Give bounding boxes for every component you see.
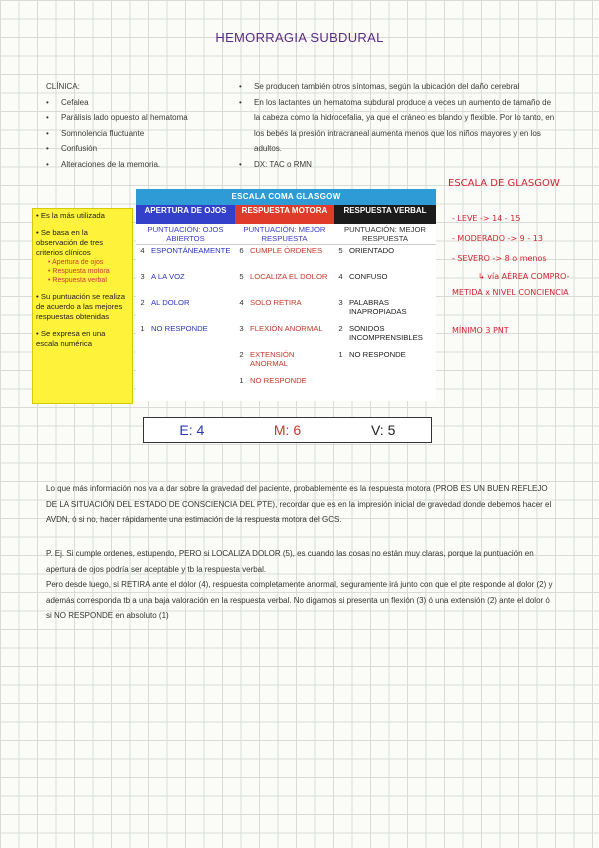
gcs-info-box bbox=[32, 208, 133, 404]
motor-score: 2 bbox=[235, 349, 248, 375]
verbal-score bbox=[334, 375, 347, 401]
motor-score: 4 bbox=[235, 297, 248, 323]
verbal-response: PALABRAS INAPROPIADAS bbox=[347, 297, 436, 323]
table-row bbox=[136, 323, 436, 349]
handwritten-line: ↳ vía AÉREA COMPRO- bbox=[478, 272, 570, 281]
score-eyes: E: 4 bbox=[179, 422, 205, 438]
verbal-response: ORIENTADO bbox=[347, 245, 436, 272]
glasgow-table bbox=[136, 189, 436, 401]
score-motor: M: 6 bbox=[273, 422, 302, 438]
handwritten-line: - LEVE -> 14 - 15 bbox=[452, 214, 521, 223]
punt-eyes: PUNTUACIÓN: OJOS ABIERTOS bbox=[136, 224, 235, 245]
punt-verbal: PUNTUACIÓN: MEJOR RESPUESTA bbox=[334, 224, 436, 245]
verbal-response: CONFUSO bbox=[347, 271, 436, 297]
verbal-score: 4 bbox=[334, 271, 347, 297]
table-row bbox=[136, 297, 436, 323]
info-text: • Su puntuación se realiza de acuerdo a las mejores respuestas obtenidas bbox=[36, 292, 126, 321]
eyes-score: 1 bbox=[136, 323, 149, 349]
header-motor: RESPUESTA MOTORA bbox=[235, 205, 334, 224]
info-text: • Se expresa en una escala numérica bbox=[36, 329, 106, 348]
clinica-section bbox=[46, 79, 226, 172]
motor-score: 5 bbox=[235, 271, 248, 297]
info-text: • Es la más utilizada bbox=[36, 211, 105, 220]
eyes-response bbox=[149, 349, 235, 375]
motor-response: LOCALIZA EL DOLOR bbox=[248, 271, 334, 297]
notes-section bbox=[254, 79, 556, 172]
score-verbal: V: 5 bbox=[370, 422, 396, 438]
motor-score: 3 bbox=[235, 323, 248, 349]
motor-response: NO RESPONDE bbox=[248, 375, 334, 401]
table-row bbox=[136, 271, 436, 297]
eyes-score: 3 bbox=[136, 271, 149, 297]
info-text: • Se basa en la observación de tres criterios clínicos bbox=[36, 228, 104, 257]
punt-motor: PUNTUACIÓN: MEJOR RESPUESTA bbox=[235, 224, 334, 245]
verbal-score: 2 bbox=[334, 323, 347, 349]
page-title: HEMORRAGIA SUBDURAL bbox=[215, 30, 384, 45]
note-item: • DX: TAC o RMN bbox=[254, 157, 556, 173]
clinica-item: • Somnolencia fluctuante bbox=[61, 126, 226, 142]
eyes-response: NO RESPONDE bbox=[149, 323, 235, 349]
verbal-score: 3 bbox=[334, 297, 347, 323]
motor-response: FLEXIÓN ANORMAL bbox=[248, 323, 334, 349]
eyes-response: ESPONTÁNEAMENTE bbox=[149, 245, 235, 272]
verbal-response: NO RESPONDE bbox=[347, 349, 436, 375]
verbal-score: 1 bbox=[334, 349, 347, 375]
verbal-score: 5 bbox=[334, 245, 347, 272]
note-item: • Se producen también otros síntomas, según la ubicación del daño cerebral bbox=[254, 79, 556, 95]
verbal-response: SONIDOS INCOMPRENSIBLES bbox=[347, 323, 436, 349]
eyes-score bbox=[136, 375, 149, 401]
note-item: • En los lactantes un hematoma subdural produce a veces un aumento de tamaño de la cabeza como la hidrocefalia, ya que el cráneo es blando y flexible. Por lo tanto, en los bebés la presión intracraneal aumenta menos que los niños mayores y en los adultos. bbox=[254, 95, 556, 157]
table-row bbox=[136, 245, 436, 272]
motor-score: 6 bbox=[235, 245, 248, 272]
paragraph: Pero desde luego, si RETIRA ante el dolor (4), respuesta completamente anormal, seguramente irá junto con que el pte responde al dolor (2) y además corresponda tb a una baja valoración en la respuesta verbal. No digamos si presenta un flexión (3) ó una extensión (2) ante el dolor ó si NO RESPONDE en absoluto (1) bbox=[46, 580, 553, 620]
eyes-response: AL DOLOR bbox=[149, 297, 235, 323]
glasgow-table-title: ESCALA COMA GLASGOW bbox=[136, 189, 436, 205]
motor-response: EXTENSIÓN ANORMAL bbox=[248, 349, 334, 375]
clinica-item: • Confusión bbox=[61, 141, 226, 157]
eyes-score bbox=[136, 349, 149, 375]
clinica-item: • Alteraciones de la memoria. bbox=[61, 157, 226, 173]
clinica-item: • Parálisis lado opuesto al hematoma bbox=[61, 110, 226, 126]
handwritten-line: METIDA x NIVEL CONCIENCIA bbox=[452, 288, 569, 297]
info-subitem: • Apertura de ojos bbox=[48, 259, 104, 266]
clinica-item: • Cefalea bbox=[61, 95, 226, 111]
table-row bbox=[136, 375, 436, 401]
table-row bbox=[136, 349, 436, 375]
handwritten-line: MÍNIMO 3 PNT bbox=[452, 326, 509, 335]
motor-score: 1 bbox=[235, 375, 248, 401]
eyes-response: A LA VOZ bbox=[149, 271, 235, 297]
handwritten-line: - MODERADO -> 9 - 13 bbox=[452, 234, 543, 243]
eyes-response bbox=[149, 375, 235, 401]
gcs-score-box bbox=[143, 417, 432, 443]
header-verbal: RESPUESTA VERBAL bbox=[334, 205, 436, 224]
eyes-score: 2 bbox=[136, 297, 149, 323]
paragraph: Lo que más información nos va a dar sobre la gravedad del paciente, probablemente es la respuesta motora (PROB ES UN BUEN REFLEJO DE LA SITUACIÓN DEL ESTADO DE CONSCIENCIA DEL PTE), recordar que es en la impresión inicial de gravedad donde debemos hacer el AVDN, ó si no, hacer rápidamente una estimación de la respuesta motora del GCS. bbox=[46, 484, 552, 524]
verbal-response bbox=[347, 375, 436, 401]
info-subitem: • Respuesta motora bbox=[48, 268, 110, 275]
motor-response: SOLO RETIRA bbox=[248, 297, 334, 323]
eyes-score: 4 bbox=[136, 245, 149, 272]
motor-response: CUMPLE ÓRDENES bbox=[248, 245, 334, 272]
header-eyes: APERTURA DE OJOS bbox=[136, 205, 235, 224]
clinica-heading: CLÍNICA: bbox=[46, 82, 80, 91]
paragraph: P. Ej. Si cumple ordenes, estupendo, PERO si LOCALIZA DOLOR (5), es cuando las cosas no están muy claras, porque la puntuación en apertura de ojos podría ser aceptable y tb la respuesta verbal. bbox=[46, 549, 534, 574]
handwritten-line: - SEVERO -> 8 o menos bbox=[452, 254, 547, 263]
handwritten-title: ESCALA DE GLASGOW bbox=[448, 178, 560, 189]
info-subitem: • Respuesta verbal bbox=[48, 277, 107, 284]
